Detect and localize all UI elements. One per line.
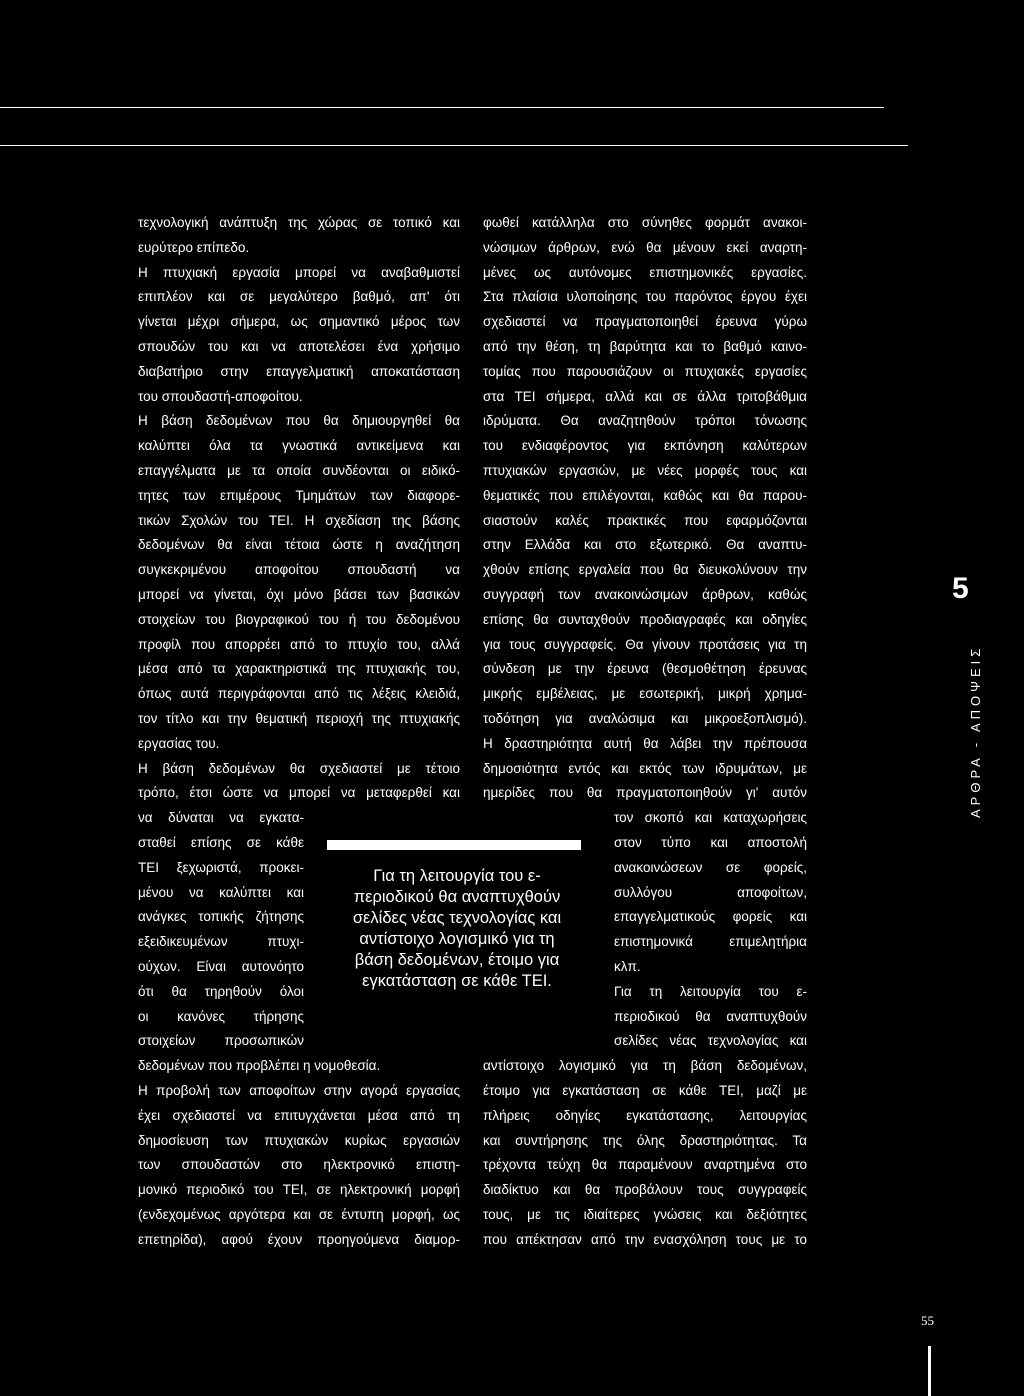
text-line: του ενδιαφέροντος για εκπόνηση καλύτερων — [483, 438, 807, 454]
text-line: του σπουδαστή-αποφοίτου. — [138, 388, 303, 404]
text-line: έτοιμο για εγκατάσταση σε κάθε ΤΕΙ, μαζί με — [483, 1083, 807, 1098]
text-line: Η προβολή των αποφοίτων στην αγορά εργασίας — [138, 1083, 460, 1098]
text-line: ημερίδες που θα πραγματοποιηθούν γι' αυτόν — [483, 785, 807, 801]
text-line: νώσιμων άρθρων, ενώ θα μένουν εκεί αναρτη- — [483, 239, 807, 255]
text-line: Η βάση δεδομένων που θα δημιουργηθεί θα — [138, 413, 460, 429]
text-line: για τους συγγραφείς. Θα γίνουν προτάσεις για τη — [483, 636, 807, 652]
text-line: (ενδεχομένως αργότερα και σε έντυπη μορφή, ως — [138, 1207, 460, 1222]
text-line: μονικό περιοδικό του ΤΕΙ, σε ηλεκτρονική μορφή — [138, 1182, 460, 1198]
text-line: και συντήρησης της όλης δραστηριότητας. Τα — [483, 1132, 807, 1148]
text-line: τον σκοπό και καταχωρήσεις — [614, 810, 807, 826]
text-line: Η βάση δεδομένων θα σχεδιαστεί με τέτοιο — [138, 760, 460, 776]
text-line: δεδομένων που προβλέπει η νομοθεσία. — [138, 1058, 381, 1074]
text-line: τρόπο, έτσι ώστε να μπορεί να μεταφερθεί και — [138, 785, 460, 801]
section-number: 5 — [952, 572, 969, 605]
text-line: τητες των επιμέρους Τμημάτων των διαφορε- — [138, 487, 460, 503]
pull-quote-line: περιοδικού θα αναπτυχθούν — [353, 888, 561, 906]
text-line: συγκεκριμένου αποφοίτου σπουδαστή να — [138, 562, 460, 578]
text-line: στην Ελλάδα και στο εξωτερικό. Θα αναπτυ- — [483, 537, 807, 553]
pull-quote-line: Για τη λειτουργία του ε- — [373, 867, 541, 885]
text-line: ούχων. Είναι αυτονόητο — [138, 959, 304, 974]
text-line: επαγγελματικούς φορείς και — [614, 909, 807, 925]
text-line: επετηρίδα), αφού έχουν προηγούμενα διαμορ- — [138, 1231, 460, 1247]
text-line: τρέχοντα τεύχη θα παραμένουν αναρτημένα στο — [483, 1157, 807, 1173]
text-line: που απέκτησαν από την ενασχόληση τους με το — [483, 1231, 807, 1247]
text-line: μένου να καλύπτει και — [138, 884, 304, 900]
text-line: σχεδιαστεί να πραγματοποιηθεί έρευνα γύρω — [483, 314, 807, 330]
text-line: στον τύπο και αποστολή — [614, 835, 807, 850]
text-line: σπουδών του και να αποτελέσει ένα χρήσιμο — [138, 339, 460, 354]
text-line: μένες ως αυτόνομες επιστημονικές εργασίες. — [483, 264, 807, 280]
text-line: δημοσίευση των πτυχιακών κυρίως εργασιών — [138, 1132, 460, 1148]
text-line: Η δραστηριότητα αυτή θα λάβει την πρέπουσα — [483, 735, 807, 751]
pull-quote — [330, 866, 584, 992]
text-line: γίνεται μέχρι σήμερα, ως σημαντικό μέρος των — [138, 314, 460, 330]
pull-quote-line: εγκατάσταση σε κάθε ΤΕΙ. — [362, 972, 552, 990]
text-line: σελίδες νέας τεχνολογίας και — [614, 1033, 807, 1049]
text-line: στοιχείων προσωπικών — [138, 1033, 304, 1049]
text-line: πλήρεις οδηγίες εγκατάστασης, λειτουργίας — [483, 1107, 807, 1123]
text-line: εξειδικευμένων πτυχι- — [138, 934, 304, 950]
text-line: σύνδεση με την έρευνα (θεσμοθέτηση έρευνας — [483, 661, 807, 677]
pull-quote-line: βάση δεδομένων, έτοιμο για — [354, 951, 560, 969]
text-line: σταθεί επίσης σε κάθε — [138, 835, 304, 850]
text-line: συλλόγου αποφοίτων, — [614, 884, 807, 900]
page-marker-bar — [928, 1346, 931, 1396]
text-line: δημοσιότητα εντός και εκτός των ιδρυμάτων, με — [483, 760, 807, 776]
text-line: φωθεί κατάλληλα στο σύνηθες φορμάτ ανακοι- — [483, 215, 807, 230]
text-line: όπως αυτά περιγράφονται από τις λέξεις κλειδιά, — [138, 686, 460, 702]
text-line: μέσα από τα χαρακτηριστικά της πτυχιακής του, — [138, 661, 460, 677]
text-line: τους, με τις ιδιαίτερες γνώσεις και δεξιότητες — [483, 1207, 807, 1222]
text-line: κλπ. — [614, 959, 641, 974]
text-line: να δύναται να εγκατα- — [138, 810, 304, 826]
text-line: μικρής εμβέλειας, με εσωτερική, μικρή χρημα- — [483, 686, 807, 702]
text-line: διαδίκτυο και θα προβάλουν τους συγγραφείς — [483, 1182, 807, 1198]
text-line: έχει σχεδιαστεί να επιτυγχάνεται μέσα από τη — [138, 1107, 460, 1123]
text-line: των σπουδαστών στο ηλεκτρονικό επιστη- — [138, 1157, 460, 1173]
text-line: Στα πλαίσια υλοποίησης του παρόντος έργου έχει — [483, 289, 807, 305]
text-line: Για τη λειτουργία του ε- — [614, 983, 807, 999]
text-line: ΤΕΙ ξεχωριστά, προκει- — [138, 859, 304, 875]
text-line: τοδότηση για αναλώσιμα και μικροεξοπλισμό). — [483, 711, 807, 726]
text-line: επίσης θα συνταχθούν προδιαγραφές και οδηγίες — [483, 611, 807, 627]
text-line: σιαστούν καλές πρακτικές που εφαρμόζονται — [483, 512, 807, 528]
text-line: περιοδικού θα αναπτυχθούν — [614, 1008, 807, 1024]
text-line: χθούν επίσης εργαλεία που θα διευκολύνουν την — [483, 562, 807, 578]
text-line: Η πτυχιακή εργασία μπορεί να αναβαθμιστεί — [138, 264, 460, 280]
text-line: ευρύτερο επίπεδο. — [138, 239, 250, 255]
text-line: ότι θα τηρηθούν όλοι — [138, 983, 304, 999]
text-line: στα ΤΕΙ σήμερα, αλλά και σε άλλα τριτοβάθμια — [483, 388, 807, 404]
text-line: επιπλέον και σε μεγαλύτερο βαθμό, απ' ότι — [138, 289, 460, 305]
text-line: ιδρύματα. Θα αναζητηθούν τρόποι τόνωσης — [483, 413, 807, 429]
header-rule-bottom — [0, 145, 908, 146]
pull-quote-line: σελίδες νέας τεχνολογίας και — [352, 909, 562, 927]
text-line: πτυχιακών εργασιών, με νέες μορφές τους και — [483, 463, 807, 478]
text-line: ανάγκες τοπικής ζήτησης — [138, 909, 304, 925]
page-number: 55 — [921, 1313, 934, 1328]
pull-quote-bar — [327, 840, 581, 850]
header-rule-top — [0, 107, 884, 108]
text-line: από την θέση, τη βαρύτητα και το βαθμό καινο- — [483, 339, 807, 354]
text-line: μπορεί να γίνεται, όχι μόνο βάσει των βασικών — [138, 587, 460, 602]
text-line: τεχνολογική ανάπτυξη της χώρας σε τοπικό και — [138, 215, 460, 230]
text-line: καλύπτει όλα τα γνωστικά αντικείμενα και — [138, 438, 460, 454]
text-line: στοιχείων του βιογραφικού του ή του δεδομένου — [138, 611, 460, 627]
text-line: διαβατήριο στην επαγγελματική αποκατάσταση — [138, 363, 460, 379]
text-line: τομίας που παρουσιάζουν οι πτυχιακές εργασίες — [483, 363, 807, 379]
text-line: δεδομένων θα είναι τέτοια ώστε η αναζήτηση — [138, 537, 460, 553]
text-line: προφίλ που απορρέει από το πτυχίο του, αλλά — [138, 636, 460, 652]
section-label: ΑΡΘΡΑ - ΑΠΟΨΕΙΣ — [968, 644, 983, 818]
text-line: συγγραφή των ανακοινώσιμων άρθρων, καθώς — [483, 587, 807, 602]
text-line: οι κανόνες τήρησης — [138, 1008, 304, 1024]
text-line: επιστημονικά επιμελητήρια — [614, 934, 807, 950]
text-line: τικών Σχολών του ΤΕΙ. Η σχεδίαση της βάσης — [138, 512, 460, 528]
text-line: επαγγέλματα με τα οποία συνδέονται οι ειδικό- — [138, 463, 460, 478]
text-line: εργασίας του. — [138, 735, 220, 751]
text-line: τον τίτλο και την θεματική περιοχή της πτυχιακής — [138, 711, 460, 726]
text-line: αντίστοιχο λογισμικό για τη βάση δεδομένων, — [483, 1058, 807, 1074]
pull-quote-line: αντίστοιχο λογισμικό για τη — [359, 930, 555, 948]
text-line: θεματικές που επιλέγονται, καθώς και θα παρου- — [483, 487, 807, 503]
text-line: ανακοινώσεων σε φορείς, — [614, 859, 807, 875]
